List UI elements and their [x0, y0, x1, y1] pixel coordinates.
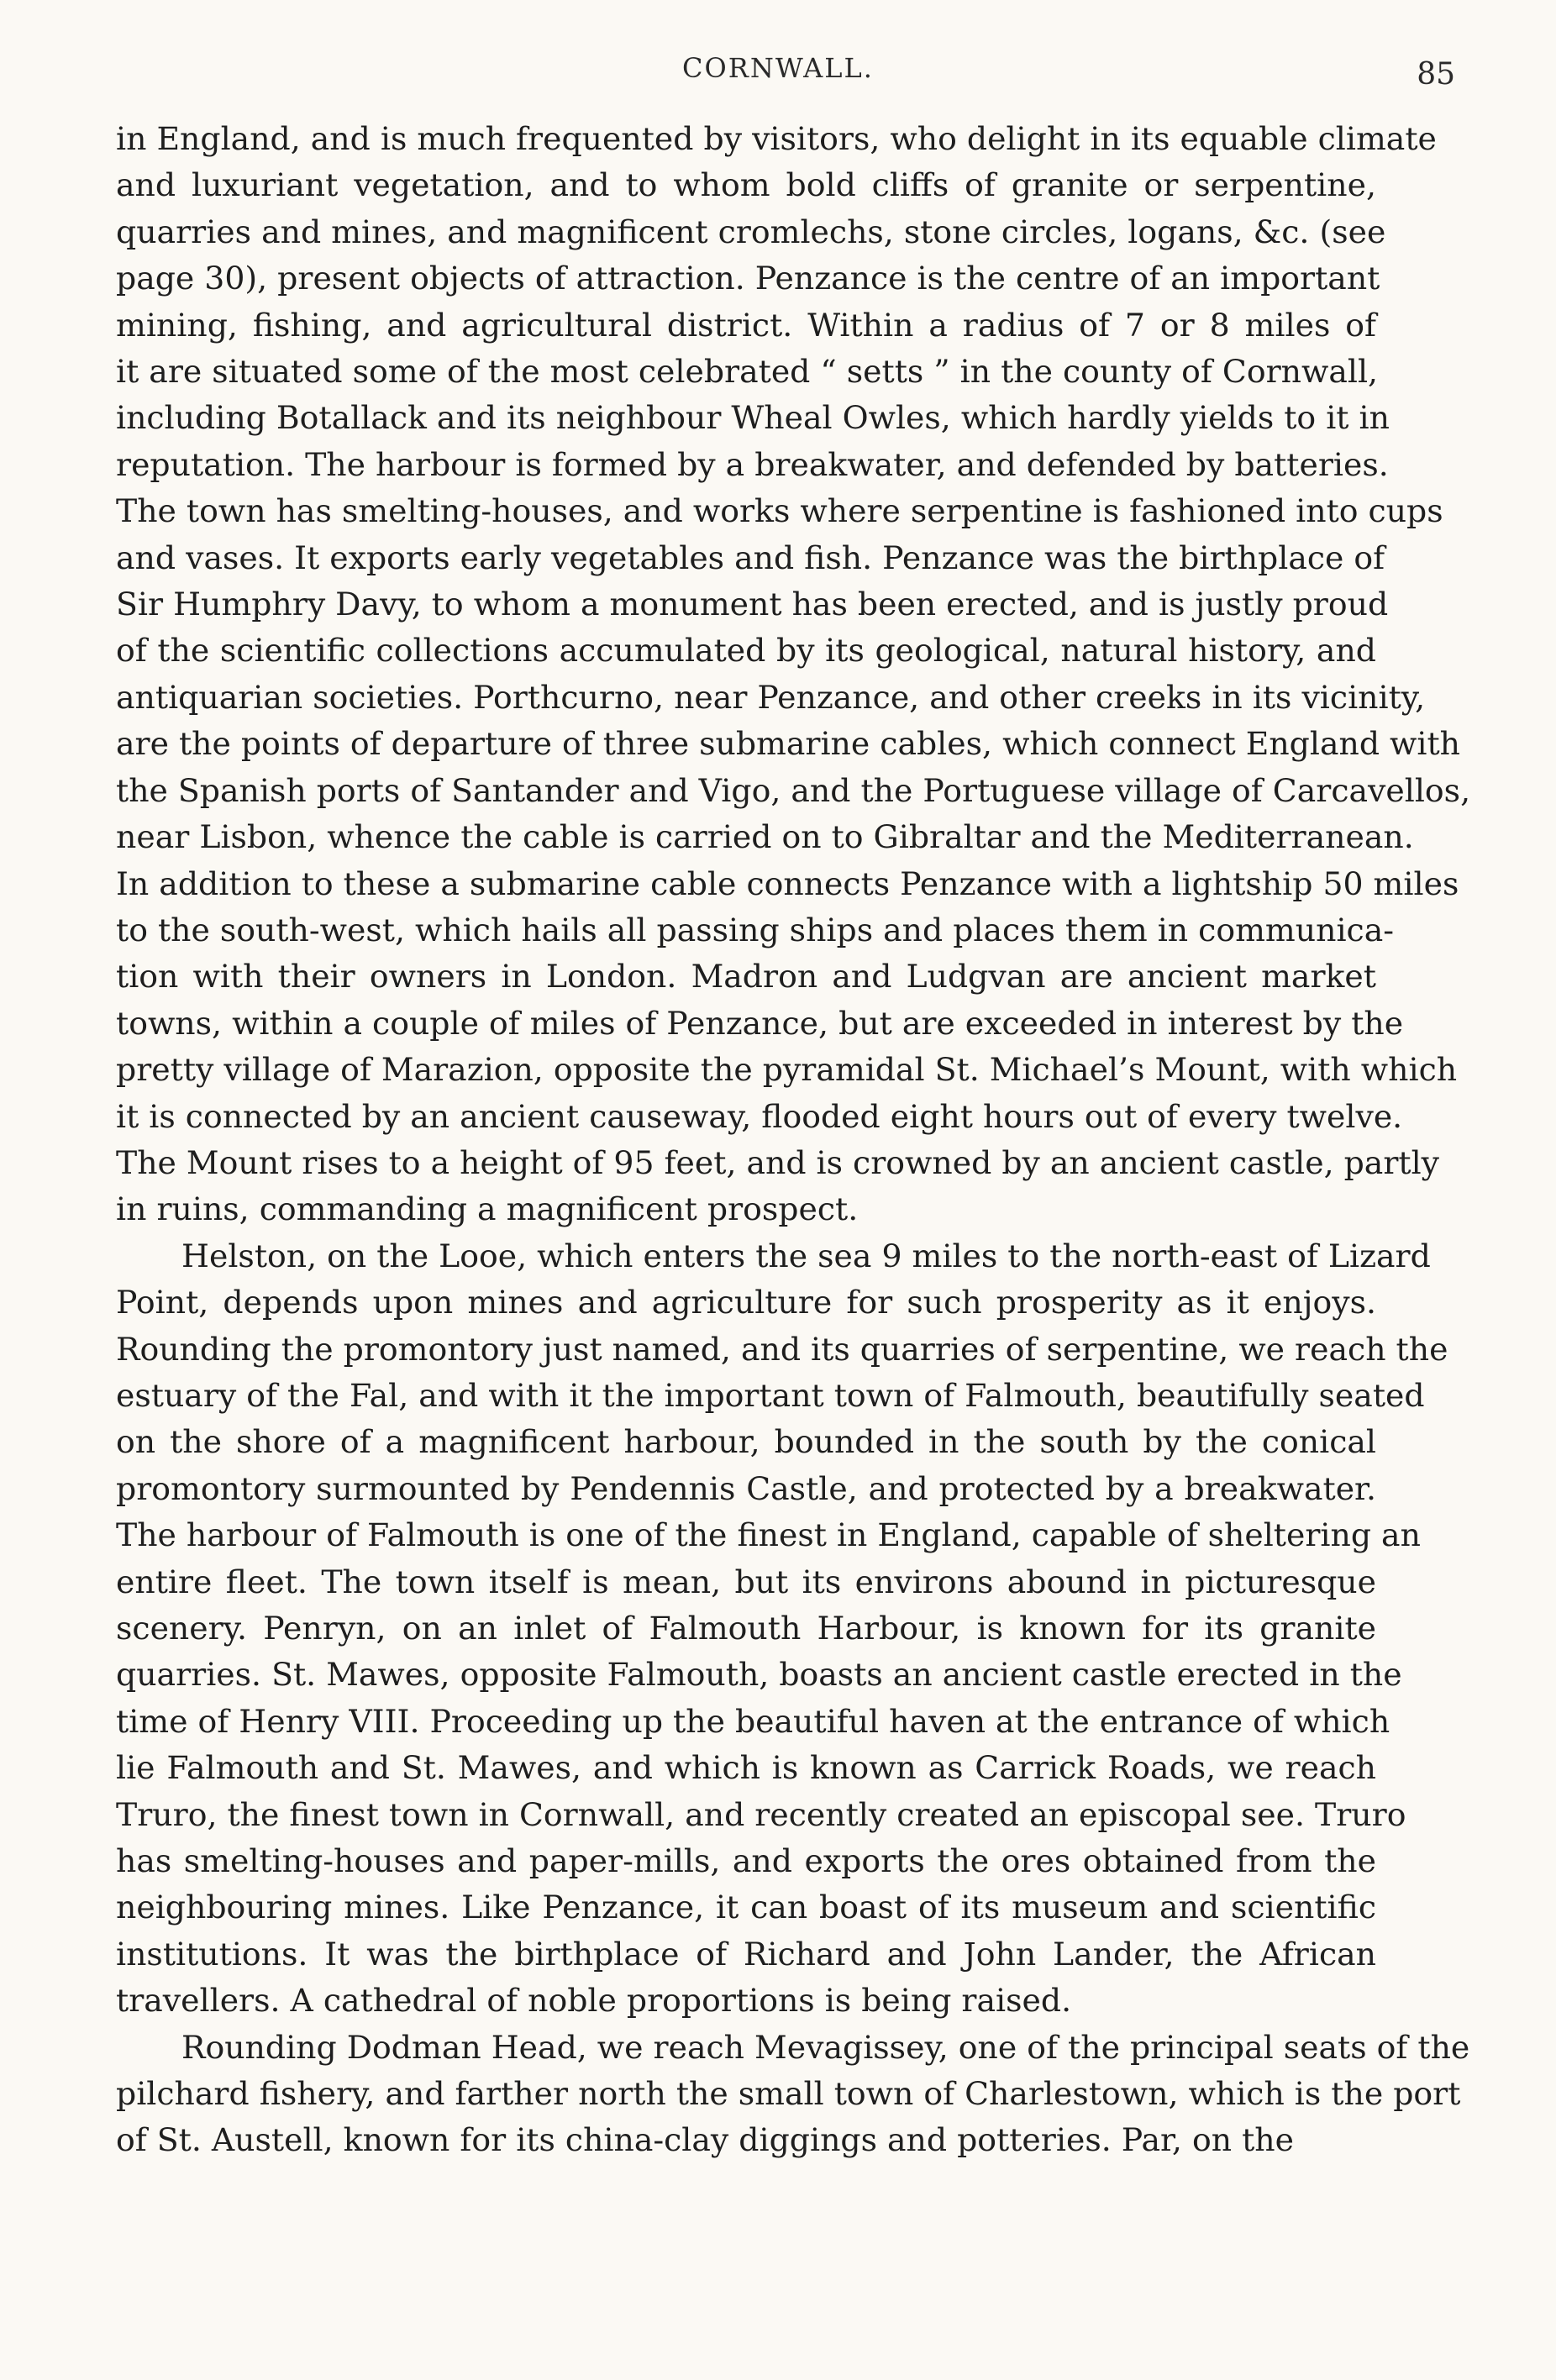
text-line: The harbour of Falmouth is one of the finest in England, capable of sheltering an — [116, 1516, 1421, 1554]
text-line: near Lisbon, whence the cable is carried on to Gibraltar and the Mediterranean. — [116, 818, 1414, 856]
text-line: of the scientific collections accumulated by its geological, natural history, and — [116, 632, 1376, 670]
text-line: tion with their owners in London. Madron and Ludgvan are ancient market — [116, 958, 1376, 996]
text-line: and luxuriant vegetation, and to whom bold cliffs of granite or serpentine, — [116, 166, 1376, 204]
text-line: pretty village of Marazion, opposite the pyramidal St. Michael’s Mount, with which — [116, 1051, 1458, 1089]
text-line: Rounding Dodman Head, we reach Mevagissey, one of the principal seats of the — [181, 2028, 1470, 2066]
text-line: mining, fishing, and agricultural district. Within a radius of 7 or 8 miles of — [116, 306, 1376, 344]
text-line: in ruins, commanding a magnificent prospect. — [116, 1190, 859, 1228]
text-line: towns, within a couple of miles of Penzance, but are exceeded in interest by the — [116, 1004, 1404, 1042]
text-line: quarries. St. Mawes, opposite Falmouth, boasts an ancient castle erected in the — [116, 1656, 1402, 1694]
text-line: and vases. It exports early vegetables and fish. Penzance was the birthplace of — [116, 539, 1385, 576]
text-line: entire fleet. The town itself is mean, but its environs abound in picturesque — [116, 1563, 1376, 1600]
paragraph — [116, 2025, 1470, 2164]
text-line: estuary of the Fal, and with it the important town of Falmouth, beautifully seated — [116, 1376, 1425, 1414]
text-line: promontory surmounted by Pendennis Castle, and protected by a breakwater. — [116, 1469, 1376, 1507]
text-line: of St. Austell, known for its china-clay diggings and potteries. Par, on the — [116, 2121, 1294, 2159]
text-line: The town has smelting-houses, and works where serpentine is fashioned into cups — [116, 492, 1443, 530]
running-head — [0, 52, 1556, 94]
text-line: quarries and mines, and magnificent cromlechs, stone circles, logans, &c. (see — [116, 213, 1386, 250]
text-line: scenery. Penryn, on an inlet of Falmouth Harbour, is known for its granite — [116, 1610, 1376, 1647]
text-line: including Botallack and its neighbour Wheal Owles, which hardly yields to it in — [116, 399, 1390, 437]
text-line: it is connected by an ancient causeway, flooded eight hours out of every twelve. — [116, 1097, 1403, 1135]
text-line: institutions. It was the birthplace of Richard and John Lander, the African — [116, 1935, 1376, 1973]
text-line: Rounding the promontory just named, and its quarries of serpentine, we reach the — [116, 1330, 1448, 1368]
text-line: Point, depends upon mines and agriculture for such prosperity as it enjoys. — [116, 1284, 1376, 1321]
text-line: on the shore of a magnificent harbour, bounded in the south by the conical — [116, 1423, 1376, 1461]
text-line: Sir Humphry Davy, to whom a monument has been erected, and is justly proud — [116, 586, 1389, 623]
text-line: Truro, the finest town in Cornwall, and recently created an episcopal see. Truro — [116, 1795, 1406, 1833]
paragraph — [116, 116, 1471, 1233]
body-text — [116, 116, 1471, 2164]
text-line: In addition to these a submarine cable connects Penzance with a lightship 50 miles — [116, 864, 1459, 902]
text-line: antiquarian societies. Porthcurno, near Penzance, and other creeks in its vicinity, — [116, 678, 1426, 716]
text-line: reputation. The harbour is formed by a breakwater, and defended by batteries. — [116, 445, 1389, 483]
text-line: are the points of departure of three submarine cables, which connect England with — [116, 725, 1461, 763]
text-line: page 30), present objects of attraction. Penzance is the centre of an important — [116, 260, 1380, 297]
text-line: travellers. A cathedral of noble proportions is being raised. — [116, 1982, 1072, 2020]
text-line: time of Henry VIII. Proceeding up the beautiful haven at the entrance of which — [116, 1702, 1390, 1740]
text-line: pilchard fishery, and farther north the small town of Charlestown, which is the port — [116, 2075, 1461, 2113]
text-line: to the south-west, which hails all passing ships and places them in communica- — [116, 911, 1395, 948]
text-line: lie Falmouth and St. Mawes, and which is known as Carrick Roads, we reach — [116, 1749, 1376, 1787]
text-line: has smelting-houses and paper-mills, and exports the ores obtained from the — [116, 1842, 1376, 1880]
text-line: The Mount rises to a height of 95 feet, and is crowned by an ancient castle, partly — [116, 1143, 1440, 1181]
paragraph — [116, 1233, 1448, 2025]
text-line: it are situated some of the most celebrated “ setts ” in the county of Cornwall, — [116, 353, 1379, 391]
text-line: neighbouring mines. Like Penzance, it can boast of its museum and scientific — [116, 1889, 1376, 1926]
running-title: CORNWALL. — [682, 52, 874, 84]
page-number: 85 — [1417, 57, 1455, 92]
text-line: in England, and is much frequented by visitors, who delight in its equable climate — [116, 120, 1437, 157]
text-line: Helston, on the Looe, which enters the sea 9 miles to the north-east of Lizard — [181, 1237, 1431, 1274]
text-line: the Spanish ports of Santander and Vigo, and the Portuguese village of Carcavellos, — [116, 771, 1471, 809]
